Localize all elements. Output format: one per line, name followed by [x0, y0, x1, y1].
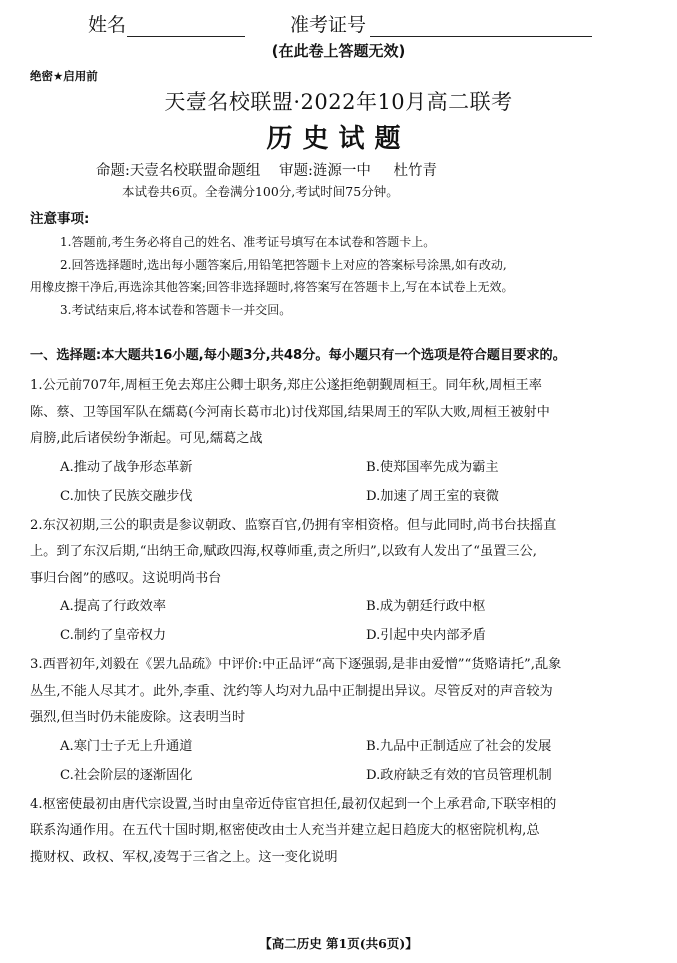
- question-3: [30, 652, 652, 790]
- id-label: 准考证号: [290, 14, 367, 36]
- reviewer-name: 杜竹青: [393, 163, 437, 179]
- note-item: 2.回答选择题时,选出每小题答案后,用铅笔把答题卡上对应的答案标号涂黑,如有改动,: [60, 257, 507, 272]
- question-line: 揽财权、政权、军权,凌驾于三省之上。这一变化说明: [30, 849, 338, 865]
- question-1: [30, 373, 652, 511]
- subject-title: 历史试题: [266, 124, 411, 154]
- notes-list: [30, 231, 655, 321]
- questions: [30, 373, 652, 873]
- question-line: 4.枢密使最初由唐代宗设置,当时由皇帝近侍宦官担任,最初仅起到一个上承君命,下联宰相的: [30, 796, 557, 812]
- option-d: D.政府缺乏有效的官员管理机制: [366, 767, 552, 783]
- section-heading: 一、选择题:本大题共16小题,每小题3分,共48分。每小题只有一个选项是符合题目要求的。: [30, 348, 566, 363]
- secret-mark: 绝密★启用前: [30, 69, 98, 83]
- option-a: A.寒门士子无上升通道: [60, 738, 193, 754]
- exam-info: 本试卷共6页。全卷满分100分,考试时间75分钟。: [122, 184, 399, 199]
- id-blank: [370, 36, 592, 37]
- candidate-info-row: [0, 8, 677, 38]
- option-c: C.社会阶层的逐渐固化: [60, 767, 193, 783]
- question-line: 丛生,不能人尽其才。此外,李重、沈约等人均对九品中正制提出异议。尽管反对的声音较为: [30, 683, 553, 699]
- option-d: D.加速了周王室的衰微: [366, 488, 499, 504]
- option-b: B.使郑国率先成为霸主: [366, 459, 499, 475]
- question-line: 上。到了东汉后期,“出纳王命,赋政四海,权尊师重,责之所归”,以致有人发出了“虽置三公,: [30, 544, 537, 559]
- question-line: 事归台阁”的感叹。这说明尚书台: [30, 570, 222, 586]
- option-c: C.制约了皇帝权力: [60, 628, 167, 643]
- question-line: 3.西晋初年,刘毅在《罢九品疏》中评价:中正品评“高下逐强弱,是非由爱憎”“货赂请托”,乱象: [30, 657, 562, 672]
- name-blank: [127, 36, 245, 37]
- name-label: 姓名: [88, 14, 127, 36]
- question-2: [30, 513, 652, 651]
- reviewer: 审题:涟源一中: [279, 163, 371, 179]
- notes-heading: 注意事项:: [30, 211, 90, 227]
- question-line: 陈、蔡、卫等国军队在繻葛(今河南长葛市北)讨伐郑国,结果周王的军队大败,周桓王被射中: [30, 404, 550, 420]
- authors-line: [96, 159, 437, 180]
- option-b: B.九品中正制适应了社会的发展: [366, 738, 552, 754]
- exam-title: 天壹名校联盟·2022年10月高二联考: [164, 90, 513, 114]
- question-4: [30, 792, 652, 872]
- option-a: A.提高了行政效率: [60, 599, 167, 614]
- question-line: 强烈,但当时仍未能废除。这表明当时: [30, 710, 246, 725]
- setter: 命题:天壹名校联盟命题组: [96, 163, 261, 179]
- note-item: 1.答题前,考生务必将自己的姓名、准考证号填写在本试卷和答题卡上。: [60, 235, 436, 249]
- option-a: A.推动了战争形态革新: [60, 459, 193, 475]
- note-item: 3.考试结束后,将本试卷和答题卡一并交回。: [60, 302, 292, 317]
- question-line: 2.东汉初期,三公的职责是参议朝政、监察百官,仍拥有宰相资格。但与此同时,尚书台扶摇直: [30, 517, 557, 533]
- page-footer: 【高二历史 第1页(共6页)】: [259, 936, 418, 951]
- option-b: B.成为朝廷行政中枢: [366, 599, 486, 614]
- question-line: 1.公元前707年,周桓王免去郑庄公卿士职务,郑庄公遂拒绝朝觐周桓王。同年秋,周桓王率: [30, 378, 542, 393]
- question-line: 肩膀,此后诸侯纷争渐起。可见,繻葛之战: [30, 431, 263, 446]
- answer-invalid-note: (在此卷上答题无效): [271, 42, 406, 60]
- note-item: 用橡皮擦干净后,再选涂其他答案;回答非选择题时,将答案写在答题卡上,写在本试卷上无效。: [30, 280, 514, 294]
- option-d: D.引起中央内部矛盾: [366, 628, 486, 643]
- question-line: 联系沟通作用。在五代十国时期,枢密使改由士人充当并建立起日趋庞大的枢密院机构,总: [30, 823, 540, 838]
- option-c: C.加快了民族交融步伐: [60, 488, 193, 504]
